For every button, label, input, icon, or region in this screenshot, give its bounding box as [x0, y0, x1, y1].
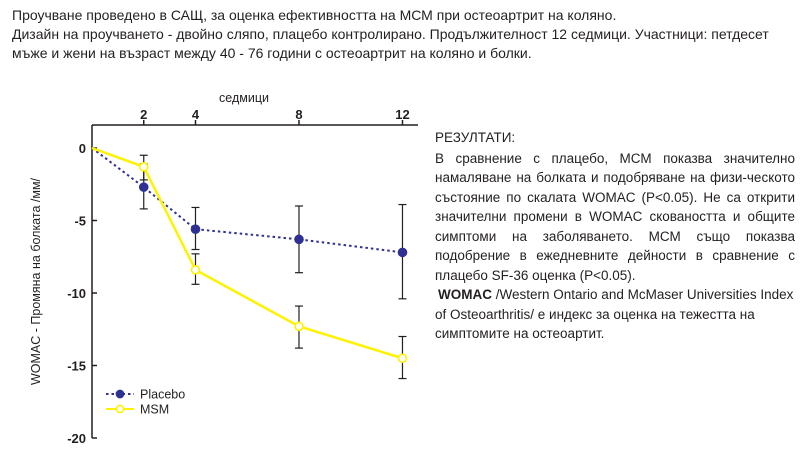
data-point-placebo	[140, 183, 148, 191]
womac-definition-text: /Western Ontario and McMaser Universities Index of Osteoarthritis/ е индекс за оценка на тежестта на симптомите на остеоартит.	[435, 287, 794, 341]
x-axis-title: седмици	[219, 91, 269, 105]
results-heading: РЕЗУЛТАТИ:	[435, 130, 516, 145]
series-line-msm	[92, 148, 402, 358]
x-tick-label: 12	[395, 107, 410, 122]
y-tick-label: -10	[67, 286, 86, 301]
data-point-placebo	[191, 225, 199, 233]
legend-marker-msm	[116, 405, 123, 412]
x-tick-label: 2	[140, 107, 148, 122]
womac-definition	[435, 285, 795, 344]
legend-label-placebo: Placebo	[140, 387, 186, 402]
y-tick-label: -5	[74, 213, 86, 229]
legend-label-msm: MSM	[140, 402, 170, 417]
x-tick-label: 4	[191, 107, 200, 122]
data-point-msm	[191, 266, 199, 274]
results-body: В сравнение с плацебо, МСМ показва значително намаляване на болката и подобряване на физи-ческото състояние по скалата WOMAC (P<0.05). Не са открити значителни промени в WOMAC сковаността и общите симптоми на заболяването. МСМ също показва подобрение в ежедневните дейности в сравнение с плацебо SF-36 оценка (P<0.05).	[435, 150, 795, 283]
data-point-msm	[398, 354, 406, 362]
data-point-msm	[295, 322, 303, 330]
data-point-placebo	[295, 235, 303, 243]
womac-term: WOMAC	[438, 287, 492, 302]
y-axis-title: WOMAC - Промяна на болката /мм/	[29, 177, 43, 386]
x-tick-label: 8	[295, 107, 303, 122]
results-panel	[435, 128, 795, 344]
y-tick-label: -15	[67, 358, 86, 374]
y-tick-label: -20	[67, 431, 86, 446]
study-description-line-2: Дизайн на проучването - двойно сляпо, плацебо контролирано. Продължителност 12 седмици. Участници: петдесет	[12, 26, 769, 42]
data-point-msm	[140, 163, 148, 171]
study-description-line-3: мъже и жени на възраст между 40 - 76 години с остеоартрит на коляно и болки.	[12, 45, 532, 61]
study-description-line-1: Проучване проведено в САЩ, за оценка ефективността на МСМ при остеоартрит на коляно.	[12, 7, 617, 23]
data-point-placebo	[398, 248, 406, 256]
y-tick-label: 0	[78, 141, 86, 156]
legend-marker-placebo	[116, 390, 123, 397]
